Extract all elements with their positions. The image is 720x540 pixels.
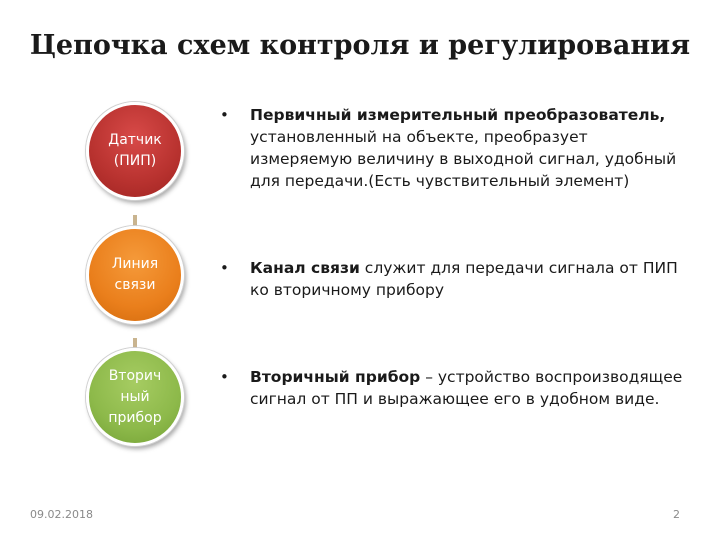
bullet-description: – устройство воспроизводящее сигнал от ПП и выражающее его в удобном виде.: [250, 368, 683, 408]
bullet-marker: •: [220, 259, 229, 277]
bullet-item-channel: [220, 257, 690, 301]
bullet-text: [250, 104, 690, 192]
bullet-text: [250, 257, 690, 301]
node-communication-line-label: Линия связи: [111, 256, 159, 293]
slide-title: Цепочка схем контроля и регулирования: [29, 30, 691, 61]
bullet-bold-term: Канал связи: [250, 259, 360, 277]
bullet-bold-term: Вторичный прибор: [250, 368, 421, 386]
node-communication-line: [86, 226, 184, 324]
node-sensor: [86, 102, 184, 200]
bullet-marker: •: [220, 106, 229, 124]
page-number: 2: [673, 508, 680, 521]
bullet-description: служит для передачи сигнала от ПИП ко вторичному прибору: [250, 259, 678, 299]
bullet-bold-term: Первичный измерительный преобразователь,: [250, 106, 666, 124]
bullet-item-sensor: [220, 104, 690, 192]
bullet-item-secondary: [220, 366, 690, 410]
node-sensor-label: Датчик (ПИП): [108, 132, 162, 169]
connector-line-2: [133, 338, 137, 348]
bullet-description: установленный на объекте, преобразует измеряемую величину в выходной сигнал, удобный для передачи.(Есть чувствительный элемент): [250, 128, 677, 190]
bullet-text: [250, 366, 690, 410]
node-secondary-device-label: Вторич ный прибор: [108, 367, 162, 426]
node-secondary-device: [86, 348, 184, 446]
footer-date: 09.02.2018: [30, 508, 93, 521]
bullet-marker: •: [220, 368, 229, 386]
